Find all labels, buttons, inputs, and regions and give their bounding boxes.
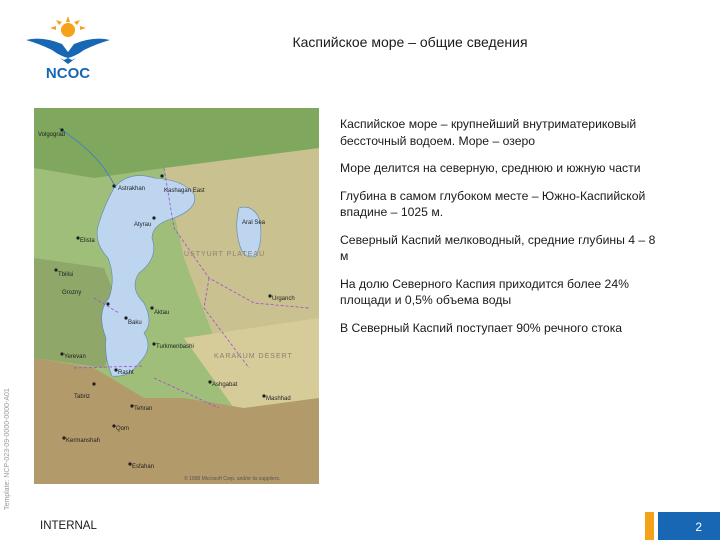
city-tbilisi: Tbilisi bbox=[58, 272, 74, 278]
map-region-2: KARAKUM DESERT bbox=[214, 353, 293, 360]
city-turkmenbashi: Turkmenbashi bbox=[156, 344, 194, 350]
city-rasht: Rasht bbox=[118, 370, 134, 376]
city-mashhad: Mashhad bbox=[266, 396, 291, 402]
city-atyrau: Atyrau bbox=[134, 222, 152, 228]
sun-icon bbox=[50, 16, 86, 37]
logo-text: NCOC bbox=[45, 65, 91, 82]
caspian-map bbox=[34, 108, 319, 484]
page-number: 2 bbox=[658, 512, 720, 540]
map-credit: © 1998 Microsoft Corp. and/or its suppliers. bbox=[184, 476, 281, 482]
city-tehran: Tehran bbox=[134, 406, 153, 412]
footer-accent-bar bbox=[645, 512, 654, 540]
city-elista: Elista bbox=[80, 238, 95, 244]
city-aral-sea: Aral Sea bbox=[242, 220, 266, 226]
city-aktau: Aktau bbox=[154, 310, 170, 316]
city-grozny: Grozny bbox=[62, 290, 82, 296]
classification-label: INTERNAL bbox=[40, 520, 97, 532]
fact-item: Море делится на северную, среднюю и южную части bbox=[340, 161, 641, 175]
facts-list bbox=[340, 116, 660, 347]
fact-item: Северный Каспий мелководный, средние глубины 4 – 8 м bbox=[340, 232, 656, 263]
city-baku: Baku bbox=[128, 320, 142, 326]
fact-item: На долю Северного Каспия приходится более 24% площади и 0,5% объема воды bbox=[340, 276, 629, 307]
city-kashagan-east: Kashagan East bbox=[164, 188, 205, 194]
map-region-1: USTYURT PLATEAU bbox=[184, 251, 266, 258]
city-qom: Qom bbox=[116, 426, 130, 432]
city-urganch: Urganch bbox=[272, 296, 295, 302]
city-volgograd: Volgograd bbox=[38, 132, 66, 138]
eagle-icon bbox=[26, 39, 110, 64]
city-esfahan: Esfahan bbox=[132, 464, 155, 470]
city-tabriz: Tabriz bbox=[74, 394, 91, 400]
city-ashgabat: Ashgabat bbox=[212, 382, 238, 388]
city-kermanshah: Kermanshah bbox=[66, 438, 101, 444]
fact-item: Каспийское море – крупнейший внутриматериковый бессточный водоем. Море – озеро bbox=[340, 117, 637, 148]
slide-title: Каспийское море – общие сведения bbox=[292, 34, 528, 50]
fact-item: Глубина в самом глубоком месте – Южно-Каспийской впадине – 1025 м. bbox=[340, 188, 646, 219]
template-code: Template: NCP-023-09-0000-0000-A01 bbox=[4, 388, 11, 510]
ncoc-logo bbox=[22, 14, 114, 82]
city-astrakhan: Astrakhan bbox=[118, 186, 146, 192]
fact-item: В Северный Каспий поступает 90% речного стока bbox=[340, 320, 623, 335]
city-yerevan: Yerevan bbox=[64, 354, 86, 360]
